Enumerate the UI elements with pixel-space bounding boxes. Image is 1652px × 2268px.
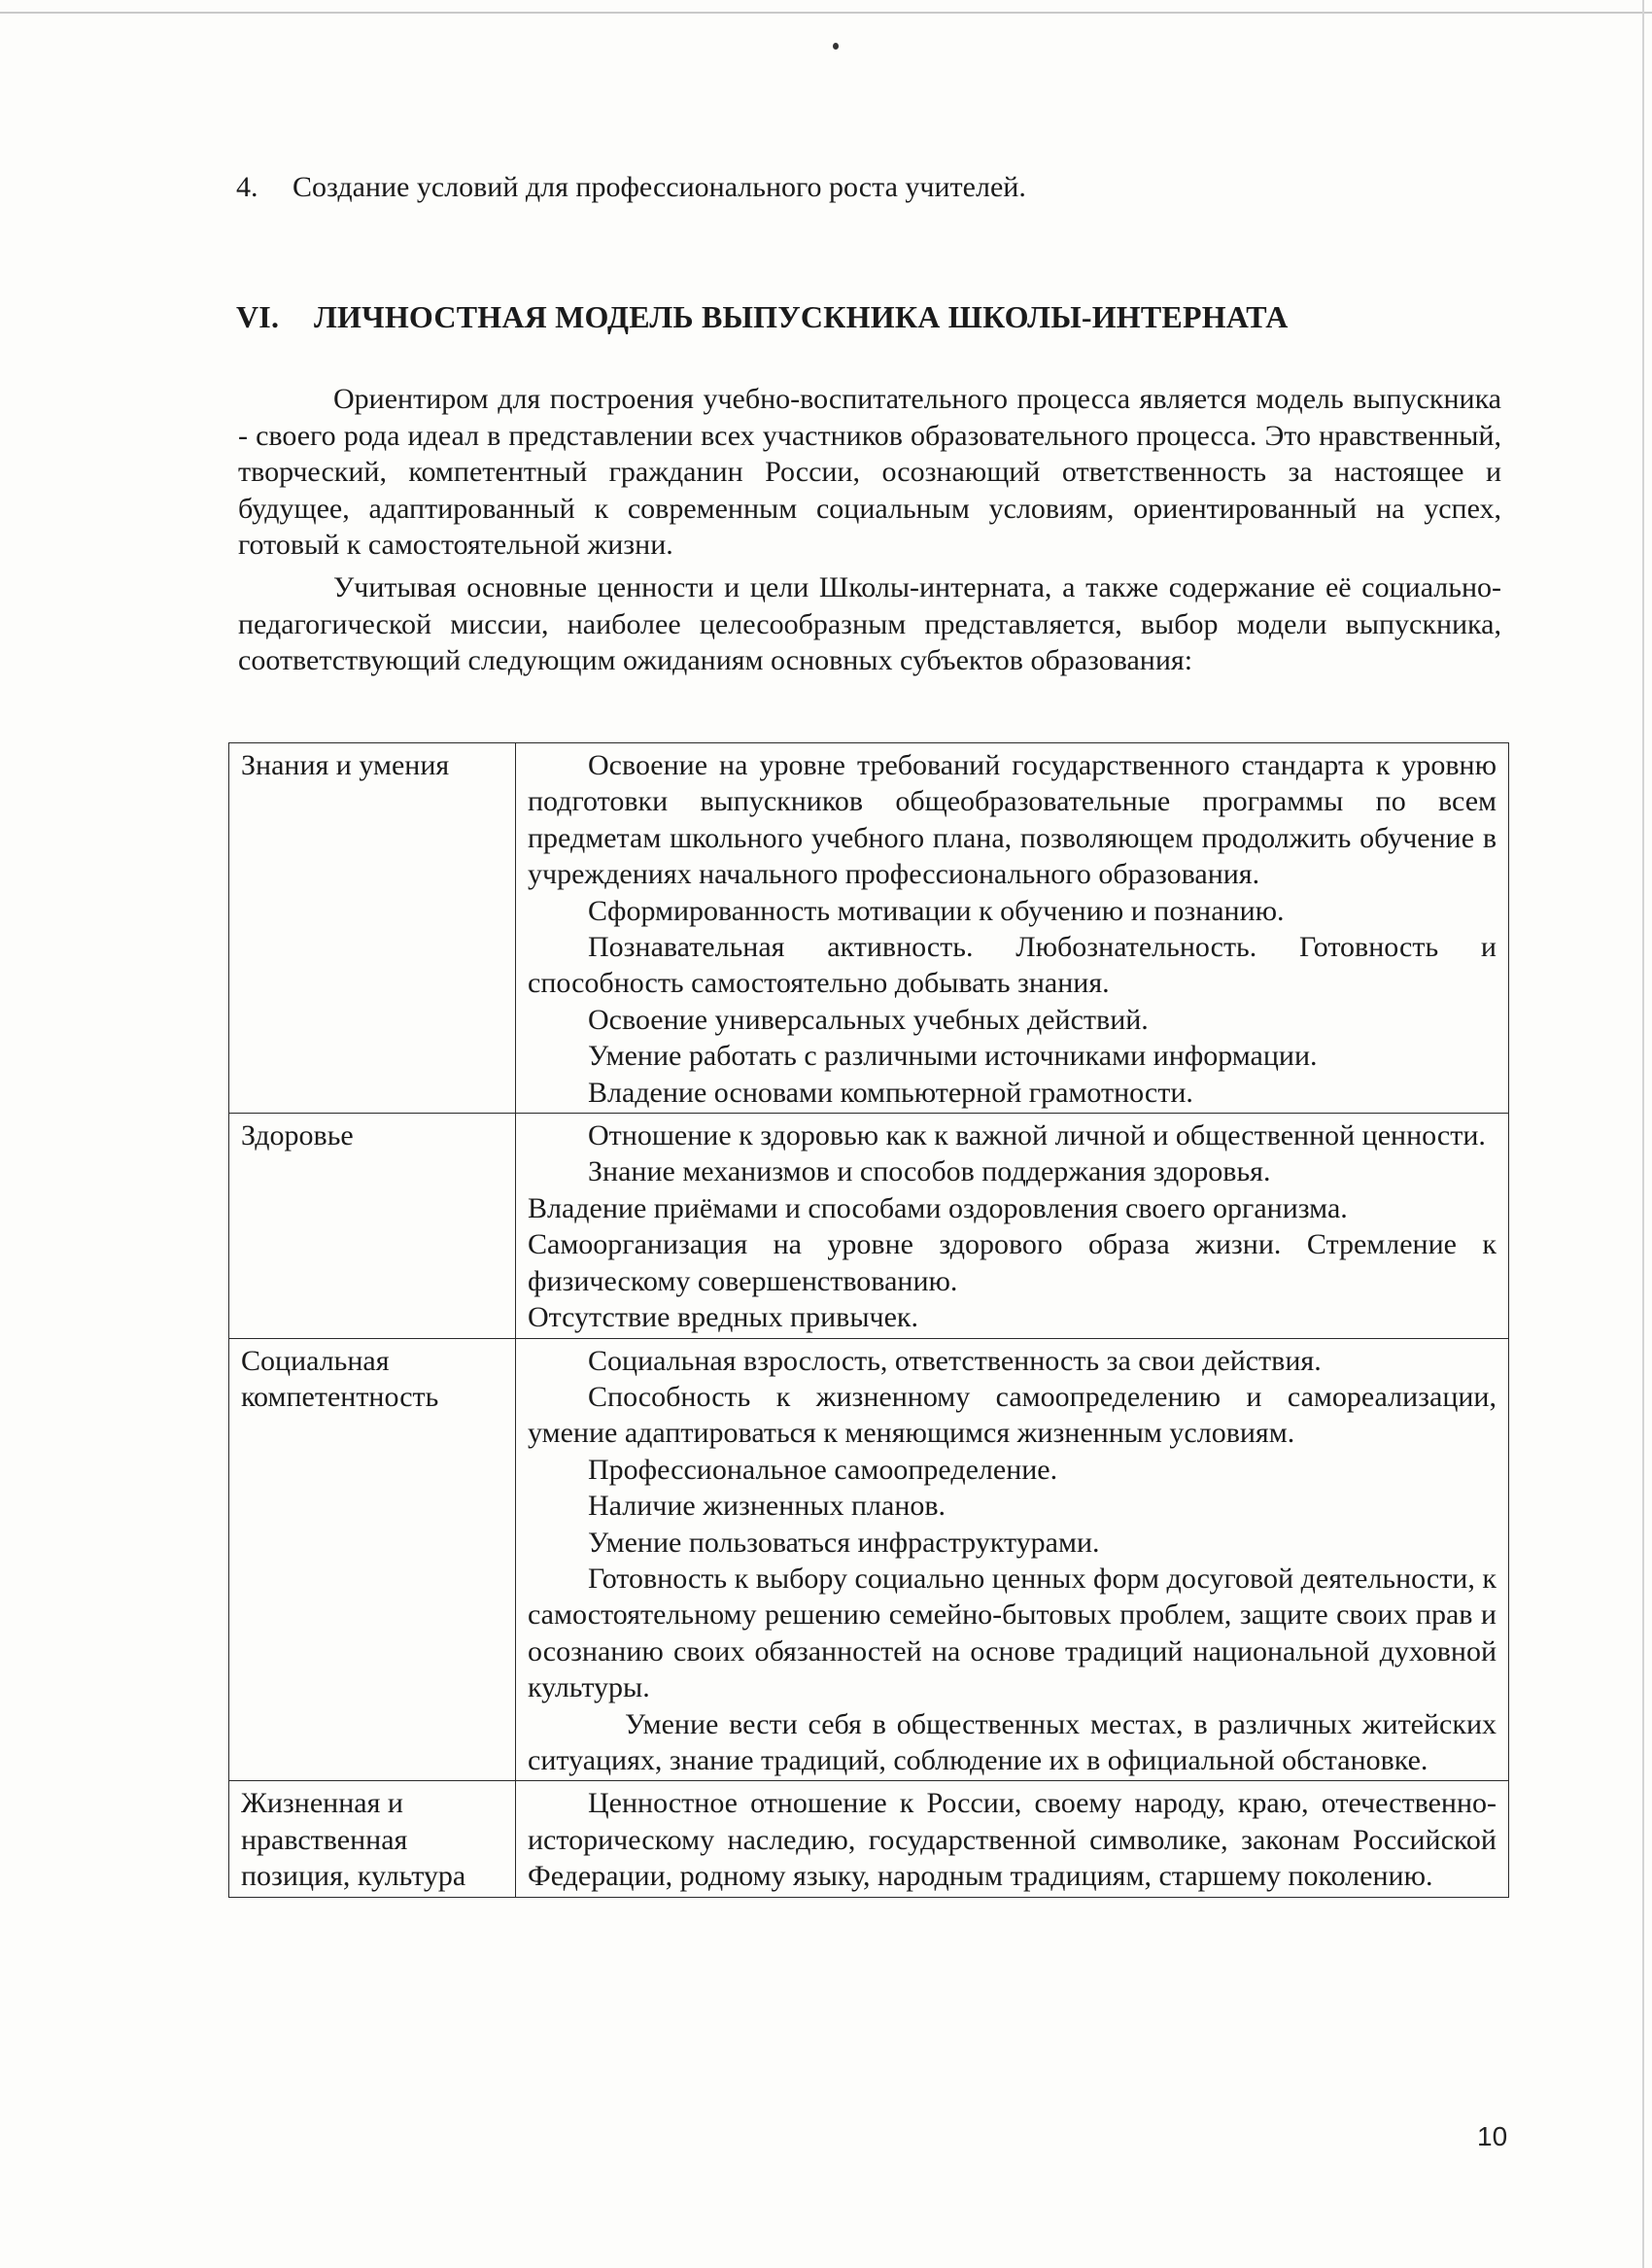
- section-title: ЛИЧНОСТНАЯ МОДЕЛЬ ВЫПУСКНИКА ШКОЛЫ-ИНТЕРНАТА: [314, 299, 1289, 334]
- row-item: Профессиональное самоопределение.: [588, 1453, 1058, 1486]
- intro-paragraph: Учитывая основные ценности и цели Школы-интерната, а также содержание её социально-педагогической миссии, наиболее целесообразным представляется, выбор модели выпускника, соответствующий следующим ожиданиям основных субъектов образования:: [238, 571, 1501, 676]
- intro-paragraph: Ориентиром для построения учебно-воспитательного процесса является модель выпускника - своего рода идеал в представлении всех участников образовательного процесса. Это нравственный, творческий, компетентный гражданин России, осознающий ответственность за настоящее и будущее, адаптированный к современным социальным условиям, ориентированный на успех, готовый к самостоятельной жизни.: [238, 383, 1501, 561]
- row-content: [516, 743, 1509, 1114]
- row-item: Отношение к здоровью как к важной личной и общественной ценности.: [588, 1119, 1486, 1152]
- row-content: [516, 1338, 1509, 1781]
- scan-edge-right: [1642, 0, 1644, 2268]
- row-item: Способность к жизненному самоопределению и самореализации, умение адаптироваться к меняющимся жизненным условиям.: [528, 1380, 1497, 1450]
- list-item-number: 4.: [236, 171, 258, 203]
- row-content: [516, 1781, 1509, 1897]
- row-item: Познавательная активность. Любознательность. Готовность и способность самостоятельно добывать знания.: [528, 931, 1497, 1000]
- list-item: [236, 170, 1026, 205]
- row-item: Самоорганизация на уровне здорового образа жизни. Стремление к физическому совершенствованию.: [528, 1228, 1497, 1297]
- row-item: Наличие жизненных планов.: [588, 1490, 946, 1523]
- row-label: Социальная компетентность: [229, 1338, 516, 1781]
- scan-edge-top: [0, 12, 1652, 14]
- row-item: Готовность к выбору социально ценных форм досуговой деятельности, к самостоятельному решению семейно-бытовых проблем, защите своих прав и осознанию своих обязанностей на основе традиций национальной духовной культуры.: [528, 1562, 1497, 1704]
- row-item: Владение приёмами и способами оздоровления своего организма.: [528, 1191, 1348, 1224]
- row-item: Ценностное отношение к России, своему народу, краю, отечественно-историческому наследию, государственной символике, законам Российской Федерации, родному языку, народным традициям, старшему поколению.: [528, 1787, 1497, 1893]
- row-item: Отсутствие вредных привычек.: [528, 1301, 918, 1334]
- table-row: [229, 1338, 1509, 1781]
- row-item: Социальная взрослость, ответственность за свои действия.: [588, 1344, 1322, 1377]
- page-number: 10: [1477, 2121, 1508, 2151]
- row-item: Освоение универсальных учебных действий.: [588, 1003, 1149, 1036]
- row-label: Здоровье: [229, 1114, 516, 1338]
- table-row: [229, 1114, 1509, 1338]
- row-label: Знания и умения: [229, 743, 516, 1114]
- table-row: [229, 743, 1509, 1114]
- list-item-text: Создание условий для профессионального роста учителей.: [293, 171, 1026, 203]
- row-item: Освоение на уровне требований государственного стандарта к уровню подготовки выпускников общеобразовательные программы по всем предметам школьного учебного плана, позволяющем продолжить обучение в учреждениях начального профессионального образования.: [528, 749, 1497, 891]
- section-heading: [236, 297, 1289, 336]
- row-item: Умение работать с различными источниками информации.: [588, 1040, 1318, 1073]
- row-item: Сформированность мотивации к обучению и познанию.: [588, 894, 1285, 927]
- row-label: Жизненная и нравственная позиция, культура: [229, 1781, 516, 1897]
- table-row: [229, 1781, 1509, 1897]
- section-number: VI.: [236, 299, 280, 334]
- row-item: Умение вести себя в общественных местах, в различных житейских ситуациях, знание традиций, соблюдение их в официальной обстановке.: [528, 1707, 1497, 1776]
- row-item: Владение основами компьютерной грамотности.: [588, 1076, 1193, 1109]
- row-item: Знание механизмов и способов поддержания здоровья.: [588, 1155, 1271, 1188]
- row-content: [516, 1114, 1509, 1338]
- graduate-model-table: [228, 742, 1509, 1898]
- row-item: Умение пользоваться инфраструктурами.: [588, 1526, 1100, 1559]
- scan-speck: [833, 43, 839, 50]
